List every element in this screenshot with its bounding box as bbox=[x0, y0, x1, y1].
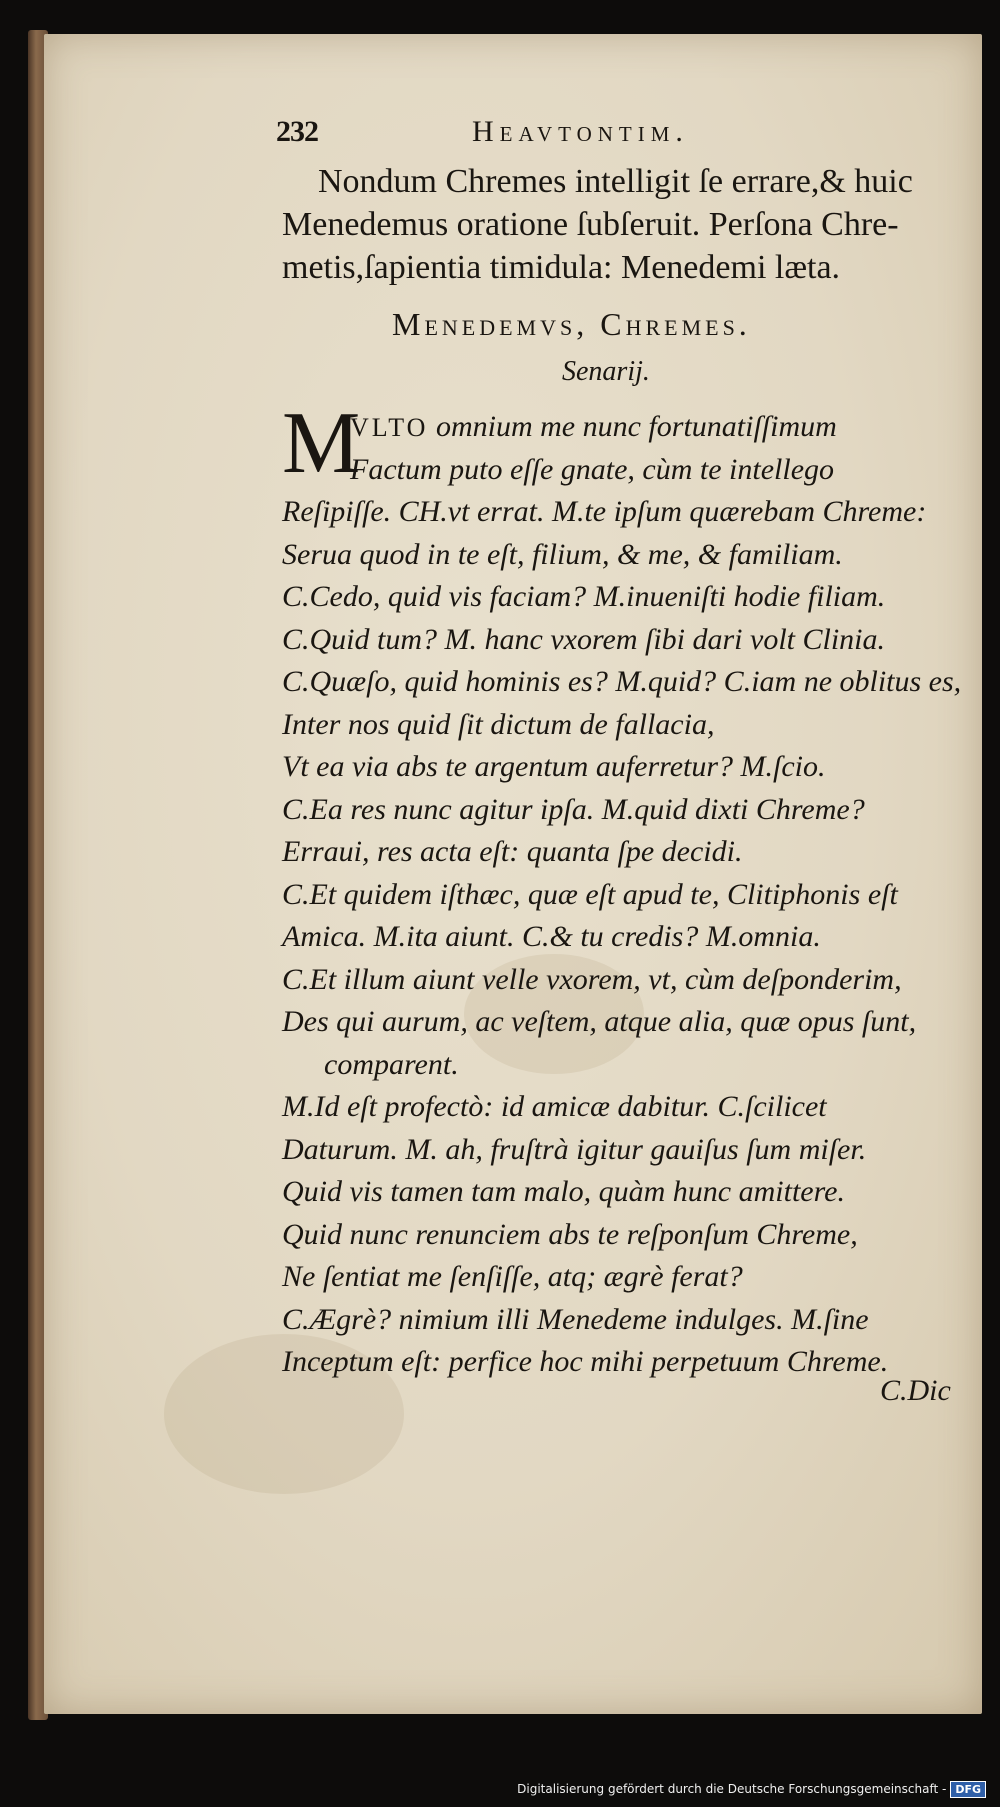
verse-line: Inceptum eſt: perfice hoc mihi perpetuum Chreme. bbox=[282, 1345, 889, 1378]
verse-caps: VLTO bbox=[350, 413, 429, 442]
verse-line: Quid vis tamen tam malo, quàm hunc amittere. bbox=[282, 1175, 845, 1208]
verse-continuation: comparent. bbox=[324, 1047, 459, 1081]
verse-line: Ne ſentiat me ſenſiſſe, atq; ægrè ferat? bbox=[282, 1260, 743, 1293]
verse-line: Serua quod in te eſt, filium, & me, & familiam. bbox=[282, 537, 843, 571]
argument-paragraph bbox=[282, 160, 913, 289]
verse-line: Daturum. M. ah, fruſtrà igitur gauiſus ſum miſer. bbox=[282, 1132, 867, 1166]
verse-line: C.Et quidem iſthæc, quæ eſt apud te, Clitiphonis eſt bbox=[282, 877, 898, 911]
drop-capital: M bbox=[282, 395, 361, 492]
verse-line: C.Et illum aiunt velle vxorem, vt, cùm deſponderim, bbox=[282, 962, 902, 996]
verse-line: Quid nunc renunciem abs te reſponſum Chreme, bbox=[282, 1217, 858, 1251]
catchword: C.Dic bbox=[880, 1374, 951, 1407]
verse-line: Des qui aurum, ac veſtem, atque alia, quæ opus ſunt, bbox=[282, 1005, 917, 1038]
argument-line: Menedemus oratione ſubſeruit. Perſona Chre- bbox=[282, 206, 899, 243]
argument-line: Nondum Chremes intelligit ſe errare,& huic bbox=[318, 163, 913, 200]
verse-line: Factum puto eſſe gnate, cùm te intellego bbox=[350, 452, 835, 486]
dfg-logo: DFG bbox=[950, 1781, 986, 1798]
verse-line: C.Ægrè? nimium illi Menedeme indulges. M.ſine bbox=[282, 1302, 869, 1336]
scene-title: Menedemvs, Chremes. bbox=[392, 306, 751, 342]
meter-label: Senarij. bbox=[562, 356, 650, 387]
verse-line: Vt ea via abs te argentum auferretur? M.ſcio. bbox=[282, 750, 826, 783]
verse-line: C.Cedo, quid vis faciam? M.inueniſti hodie filiam. bbox=[282, 580, 886, 613]
credit-text: Digitalisierung gefördert durch die Deutsche Forschungsgemeinschaft - bbox=[517, 1782, 947, 1796]
verse-block bbox=[282, 395, 962, 1384]
page-header bbox=[276, 115, 796, 155]
digitization-credit bbox=[517, 1779, 986, 1799]
verse-line: C.Ea res nunc agitur ipſa. M.quid dixti Chreme? bbox=[282, 792, 865, 826]
verse-line: Inter nos quid ſit dictum de fallacia, bbox=[282, 707, 715, 741]
verse-line: Amica. M.ita aiunt. C.& tu credis? M.omnia. bbox=[282, 920, 821, 953]
verse-text: omnium me nunc fortunatiſſimum bbox=[428, 410, 837, 443]
argument-line: metis,ſapientia timidula: Menedemi læta. bbox=[282, 249, 841, 286]
page-number: 232 bbox=[276, 115, 318, 148]
running-title: Heavtontim. bbox=[472, 115, 689, 148]
verse-line: M.Id eſt profectò: id amicæ dabitur. C.ſcilicet bbox=[282, 1090, 827, 1123]
verse-line: C.Quæſo, quid hominis es? M.quid? C.iam ne oblitus es, bbox=[282, 665, 962, 698]
verse-line: Reſipiſſe. CH.vt errat. M.te ipſum quærebam Chreme: bbox=[282, 495, 927, 528]
verse-line: Erraui, res acta eſt: quanta ſpe decidi. bbox=[282, 835, 743, 868]
verse-line: C.Quid tum? M. hanc vxorem ſibi dari volt Clinia. bbox=[282, 622, 886, 656]
